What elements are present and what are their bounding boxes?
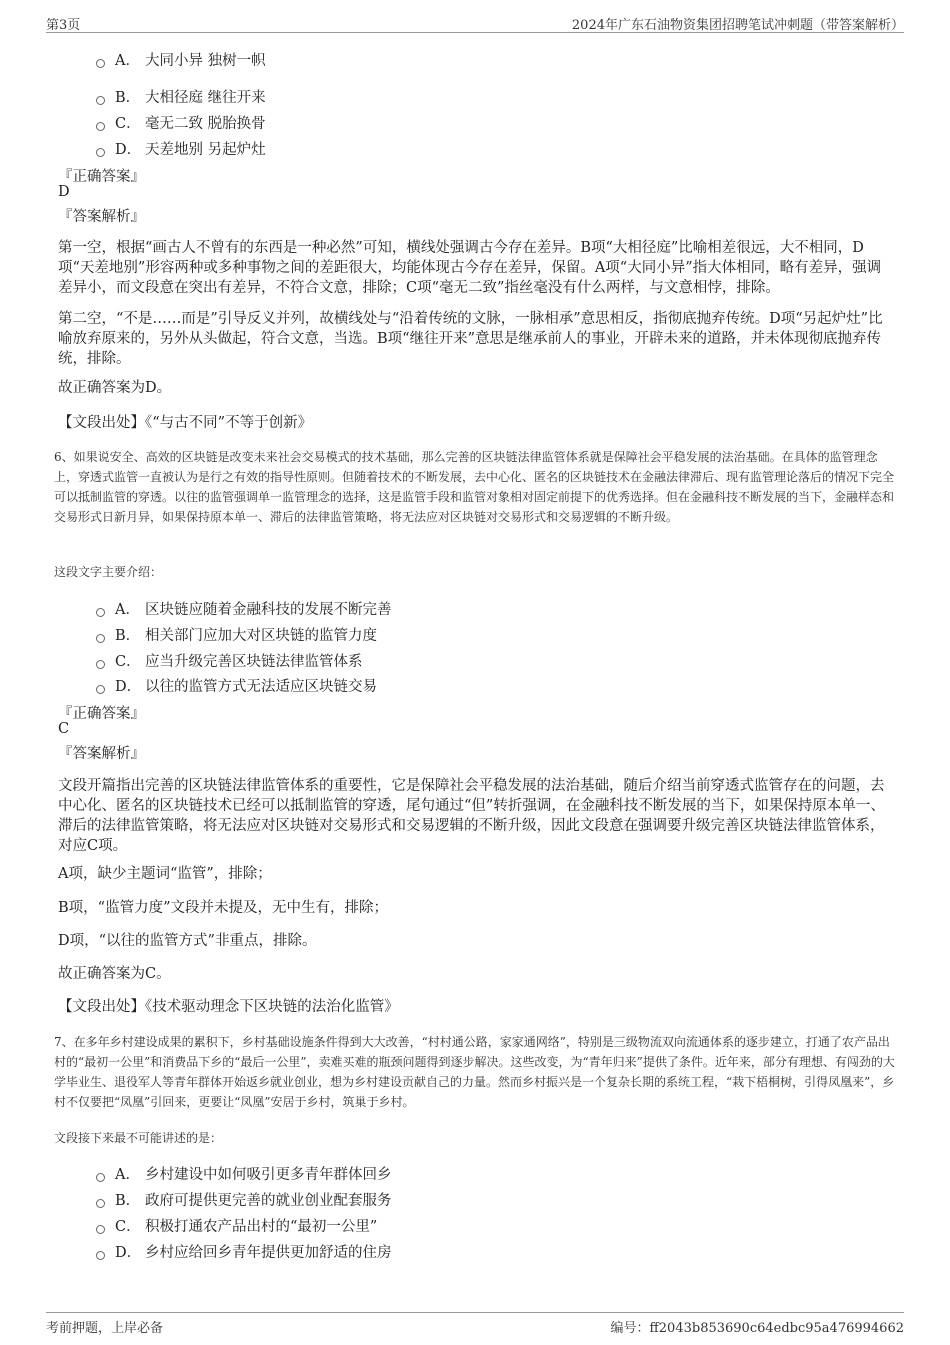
analysis-paragraph: 第一空，根据“画古人不曾有的东西是一种必然”可知，横线处强调古今存在差异。B项“大相径庭”比喻相差很远，大不相同，D项“天差地别”形容两种或多种事物之间的差距很大，均能体现古今存在差异，保留。A项“大同小异”指大体相同，略有差异，强调差异小，而文段意在突出有差异，不符合文意，排除；C项“毫无二致”指丝毫没有什么两样，与文意相悖，排除。	[58, 240, 882, 296]
question-7-text: 7、在多年乡村建设成果的累积下，乡村基础设施条件得到大大改善，“村村通公路，家家通网络”，特别是三级物流双向流通体系的逐步建立，打通了农产品出村的“最初一公里”和消费品下乡的“最后一公里”，卖难买难的瓶颈问题得到逐步解决。这些改变，为“青年归来”提供了条件。近年来，部分有理想、有闯劲的大学毕业生、退役军人等青年群体开始返乡就业创业，想为乡村建设贡献自己的力量。然而乡村振兴是一个复杂长期的系统工程，“栽下梧桐树，引得凤凰来”，乡村不仅要把“凤凰”引回来，更要让“凤凰”安居于乡村，筑巢于乡村。	[54, 1035, 895, 1109]
analysis-paragraph: A项，缺少主题词“监管”，排除；	[58, 866, 272, 882]
q5-option-a[interactable]: A． 大同小异 独树一帜	[96, 49, 266, 70]
source-citation: 【文段出处】《“与古不同”不等于创新》	[58, 415, 313, 431]
radio-icon[interactable]	[96, 122, 105, 131]
q6-option-b[interactable]: B． 相关部门应加大对区块链的监管力度	[96, 624, 377, 645]
footer-slogan: 考前押题，上岸必备	[46, 1321, 164, 1336]
q7-option-b[interactable]: B． 政府可提供更完善的就业创业配套服务	[96, 1189, 392, 1210]
analysis-paragraph: D项，“以往的监管方式”非重点，排除。	[58, 933, 317, 949]
q7-option-d[interactable]: D． 乡村应给回乡青年提供更加舒适的住房	[96, 1241, 392, 1262]
page-footer	[46, 1312, 904, 1336]
analysis-paragraph: 文段开篇指出完善的区块链法律监管体系的重要性，它是保障社会平稳发展的法治基础，随后介绍当前穿透式监管存在的问题，去中心化、匿名的区块链技术已经可以抵制监管的穿透，尾句通过“但”转折强调，在金融科技不断发展的当下，如果保持原本单一、滞后的法律监管策略，将无法应对区块链对交易形式和交易逻辑的不断升级，因此文段意在强调要升级完善区块链法律监管体系，对应C项。	[58, 778, 885, 854]
answer-value: C	[58, 721, 70, 737]
page-header	[46, 14, 904, 33]
radio-icon[interactable]	[96, 59, 105, 68]
conclusion: 故正确答案为C。	[58, 966, 171, 982]
page-number: 第3页	[46, 18, 81, 33]
source-citation: 【文段出处】《技术驱动理念下区块链的法治化监管》	[58, 999, 399, 1015]
radio-icon[interactable]	[96, 608, 105, 617]
radio-icon[interactable]	[96, 1173, 105, 1182]
radio-icon[interactable]	[96, 148, 105, 157]
q6-option-a[interactable]: A． 区块链应随着金融科技的发展不断完善	[96, 598, 392, 619]
answer-label: 『正确答案』	[58, 706, 145, 722]
analysis-label: 『答案解析』	[58, 746, 145, 762]
question-6-prompt: 这段文字主要介绍：	[54, 565, 163, 579]
q7-option-a[interactable]: A． 乡村建设中如何吸引更多青年群体回乡	[96, 1163, 392, 1184]
radio-icon[interactable]	[96, 1251, 105, 1260]
radio-icon[interactable]	[96, 96, 105, 105]
analysis-paragraph: B项，“监管力度”文段并未提及，无中生有，排除；	[58, 900, 388, 916]
conclusion: 故正确答案为D。	[58, 380, 172, 396]
radio-icon[interactable]	[96, 660, 105, 669]
q7-option-c[interactable]: C． 积极打通农产品出村的“最初一公里”	[96, 1215, 377, 1236]
radio-icon[interactable]	[96, 685, 105, 694]
question-7-prompt: 文段接下来最不可能讲述的是：	[54, 1131, 223, 1145]
document-id: 编号：ff2043b853690c64edbc95a476994662	[610, 1321, 904, 1336]
analysis-label: 『答案解析』	[58, 209, 145, 225]
analysis-paragraph: 第二空，“不是……而是”引导反义并列，故横线处与“沿着传统的文脉，一脉相承”意思相反，指彻底抛弃传统。D项“另起炉灶”比喻放弃原来的，另外从头做起，符合文意，当选。B项“继往开来”意思是继承前人的事业，开辟未来的道路，并未体现彻底抛弃传统，排除。	[58, 311, 883, 367]
radio-icon[interactable]	[96, 634, 105, 643]
answer-label: 『正确答案』	[58, 169, 145, 185]
answer-value: D	[58, 184, 70, 200]
q6-option-c[interactable]: C． 应当升级完善区块链法律监管体系	[96, 650, 363, 671]
q5-option-d[interactable]: D． 天差地别 另起炉灶	[96, 138, 266, 159]
radio-icon[interactable]	[96, 1199, 105, 1208]
radio-icon[interactable]	[96, 1225, 105, 1234]
q6-option-d[interactable]: D． 以往的监管方式无法适应区块链交易	[96, 675, 377, 696]
question-6-text: 6、如果说安全、高效的区块链是改变未来社会交易模式的技术基础，那么完善的区块链法律监管体系就是保障社会平稳发展的法治基础。在具体的监管理念上，穿透式监管一直被认为是行之有效的指导性原则。但随着技术的不断发展，去中心化、匿名的区块链技术在金融法律滞后、现有监管理论落后的情况下完全可以抵制监管的穿透。以往的监管强调单一监管理念的选择，这是监管手段和监管对象相对固定前提下的优秀选择。但在金融科技不断发展的当下，金融样态和交易形式日新月异，如果保持原本单一、滞后的法律监管策略，将无法应对区块链对交易形式和交易逻辑的不断升级。	[54, 450, 895, 524]
q5-option-b[interactable]: B． 大相径庭 继往开来	[96, 86, 266, 107]
document-title: 2024年广东石油物资集团招聘笔试冲刺题（带答案解析）	[571, 18, 904, 33]
q5-option-c[interactable]: C． 毫无二致 脱胎换骨	[96, 112, 266, 133]
